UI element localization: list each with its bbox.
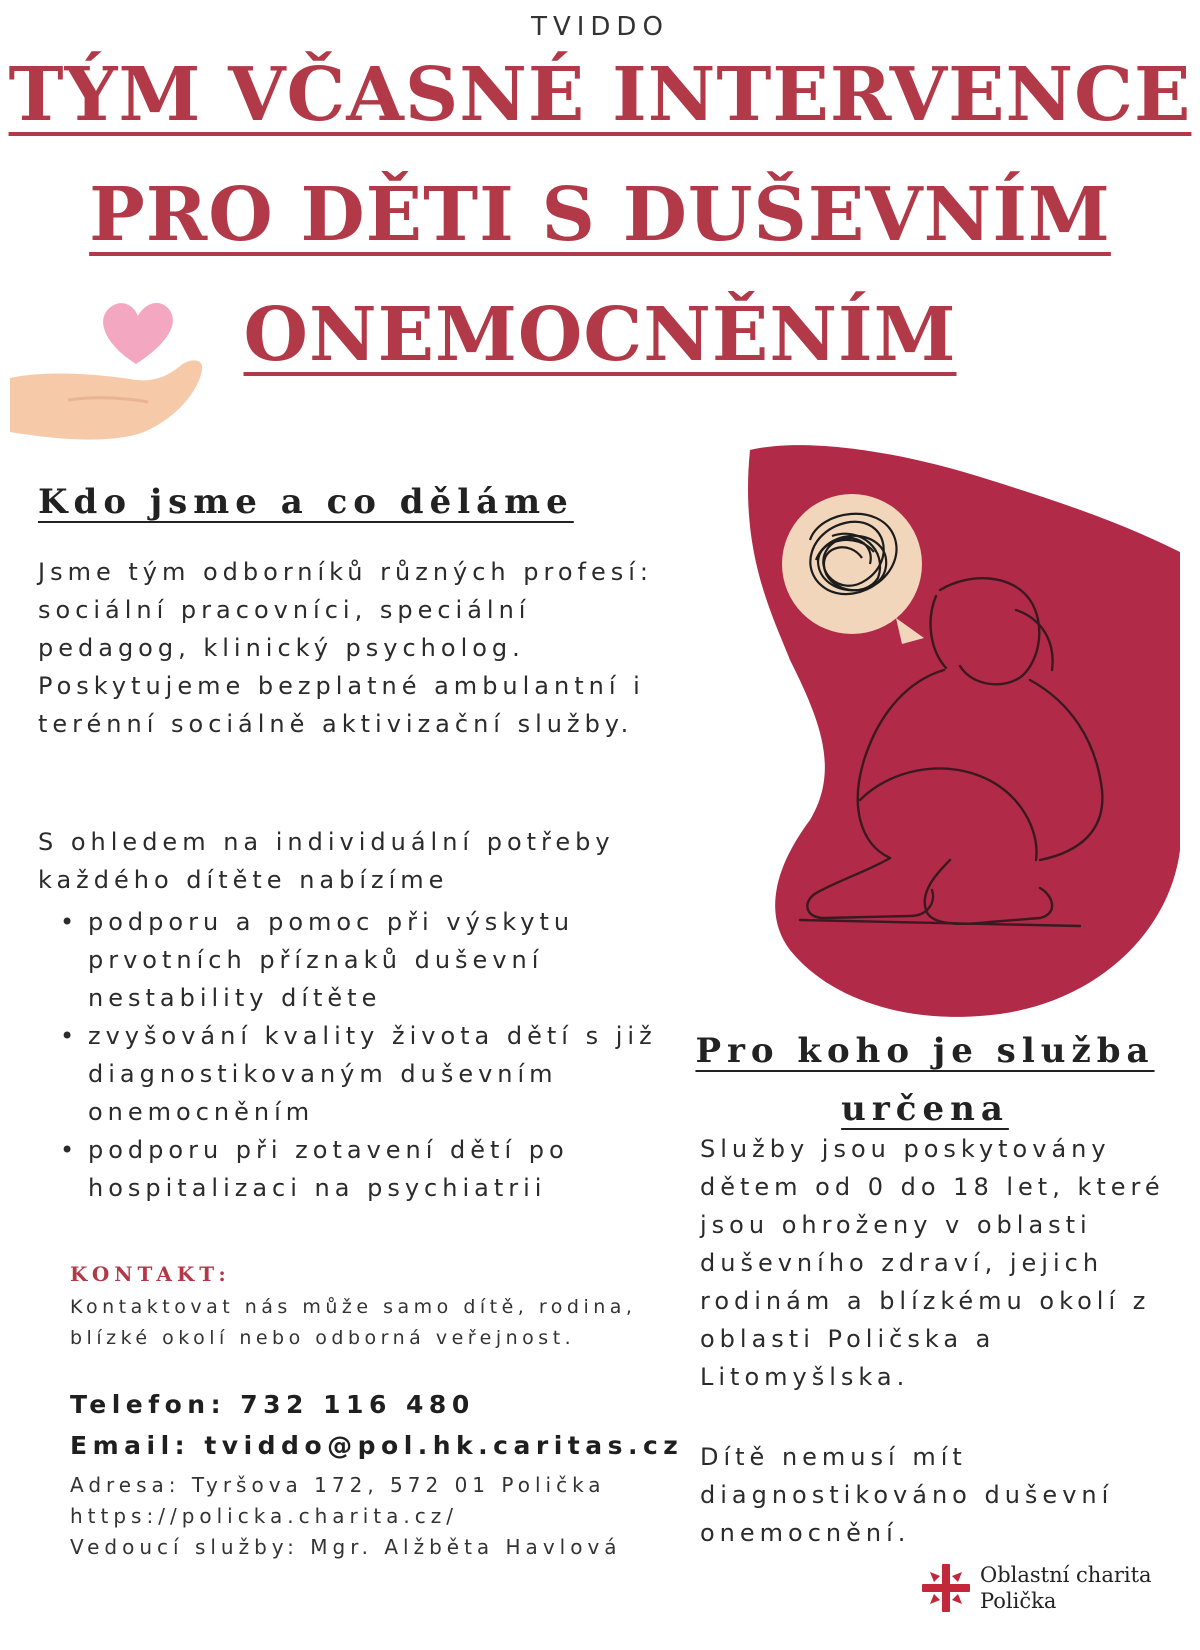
charity-name [980, 1562, 1152, 1614]
about-paragraph: Jsme tým odborníků různých profesí: sociální pracovníci, speciální pedagog, klinický psycholog. Poskytujeme bezplatné ambulantní i terénní sociálně aktivizační služby. [38, 558, 653, 738]
acronym: TVIDDO [531, 12, 669, 42]
hand-heart-illustration [8, 300, 218, 450]
service-manager: Vedoucí služby: Mgr. Alžběta Havlová [70, 1535, 622, 1559]
charity-name-line-2: Polička [980, 1589, 1057, 1613]
charity-name-line-1: Oblastní charita [980, 1563, 1152, 1587]
list-item: • zvyšování kvality života dětí s již diagnostikovaným duševním onemocněním [60, 1017, 700, 1131]
offer-intro: S ohledem na individuální potřeby každého dítěte nabízíme [38, 828, 615, 894]
about-heading: Kdo jsme a co děláme [38, 482, 574, 522]
list-item: • podporu a pomoc při výskytu prvotních příznaků duševní nestability dítěte [60, 903, 700, 1017]
contact-heading: KONTAKT: [70, 1262, 231, 1286]
audience-note: Dítě nemusí mít diagnostikováno duševní onemocnění. [700, 1443, 1114, 1547]
hand-icon [10, 360, 202, 439]
address: Adresa: Tyršova 172, 572 01 Polička [70, 1473, 606, 1497]
offer-list [60, 903, 700, 1207]
email-address[interactable]: Email: tviddo@pol.hk.caritas.cz [70, 1431, 684, 1460]
audience-paragraph: Služby jsou poskytovány dětem od 0 do 18 let, které jsou ohroženy v oblasti duševního zdraví, jejich rodinám a blízkému okolí z oblasti Poličska a Litomyšlska. [700, 1135, 1165, 1391]
heart-icon [103, 303, 173, 364]
website-link[interactable]: https://policka.charita.cz/ [70, 1504, 458, 1528]
audience-heading: Pro koho je služba určena [695, 1031, 1155, 1129]
page-title-line-2: PRO DĚTI S DUŠEVNÍM [89, 172, 1111, 258]
page-title-line-3: ONEMOCNĚNÍM [243, 292, 957, 378]
phone-number[interactable]: Telefon: 732 116 480 [70, 1390, 475, 1419]
charity-cross-icon [920, 1562, 972, 1614]
distressed-child-illustration [740, 440, 1180, 1020]
list-item: • podporu při zotavení dětí po hospitalizaci na psychiatrii [60, 1131, 700, 1207]
page-title-line-1: TÝM VČASNÉ INTERVENCE [8, 52, 1192, 138]
charity-logo [920, 1556, 1180, 1626]
contact-intro: Kontaktovat nás může samo dítě, rodina, blízké okolí nebo odborná veřejnost. [70, 1296, 637, 1349]
